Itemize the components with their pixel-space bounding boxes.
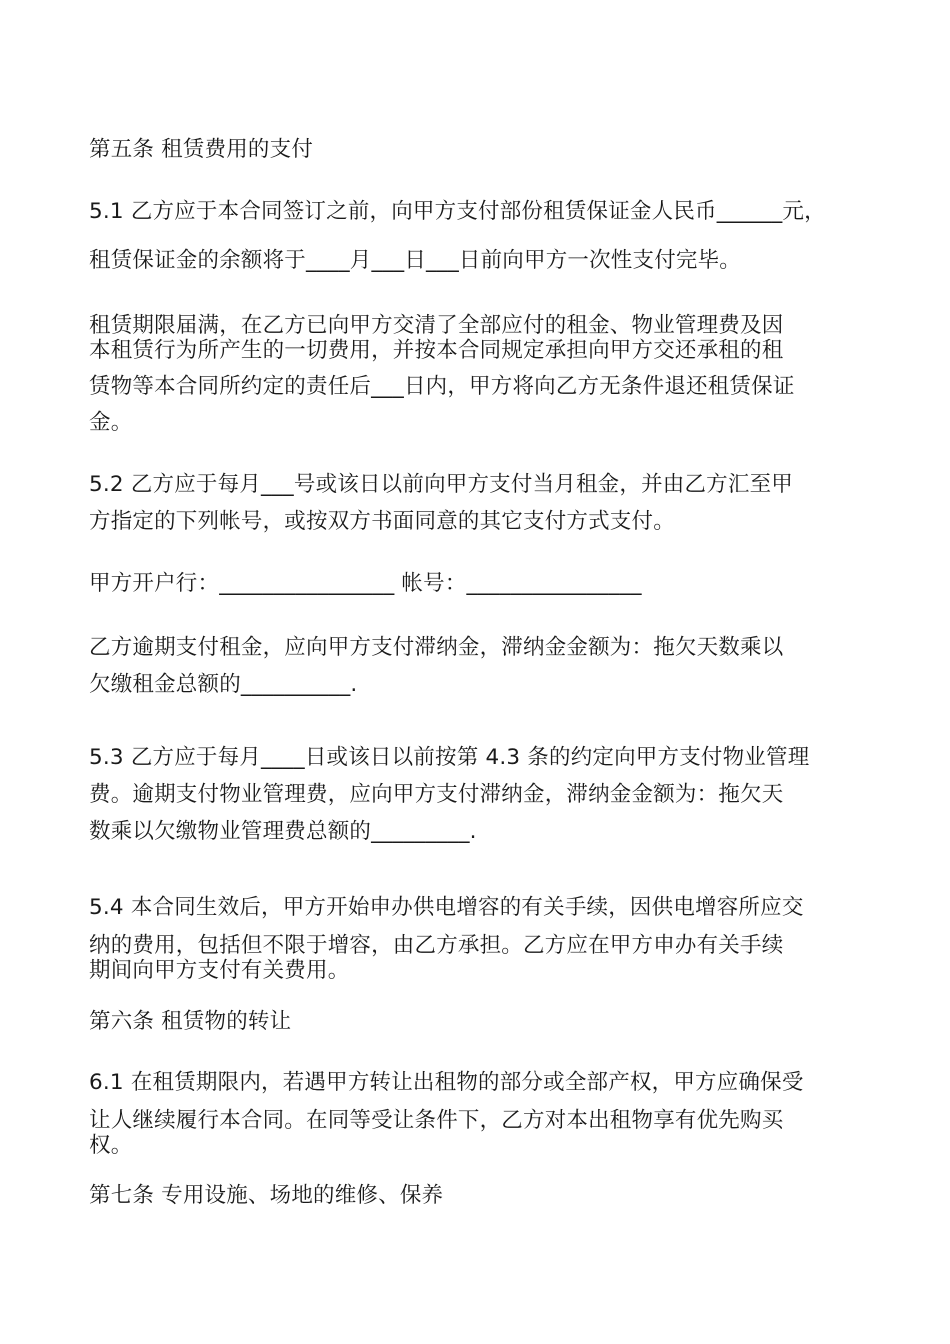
clause-6-1-line-2: 让人继续履行本合同。在同等受让条件下，乙方对本出租物享有优先购买 <box>89 1108 784 1133</box>
late-rent-line-1: 乙方逾期支付租金，应向甲方支付滞纳金，滞纳金金额为：拖欠天数乘以 <box>89 635 784 660</box>
section-6-heading: 第六条 租赁物的转让 <box>89 1009 292 1034</box>
clause-5-4-line-3: 期间向甲方支付有关费用。 <box>89 958 350 983</box>
clause-5-3-line-2: 费。逾期支付物业管理费，应向甲方支付滞纳金，滞纳金金额为：拖欠天 <box>89 782 784 807</box>
deposit-return-line-1: 租赁期限届满，在乙方已向甲方交清了全部应付的租金、物业管理费及因 <box>89 313 784 338</box>
clause-5-2-line-2: 方指定的下列帐号，或按双方书面同意的其它支付方式支付。 <box>89 509 675 534</box>
clause-5-3-line-3: 数乘以欠缴物业管理费总额的_________. <box>89 819 477 844</box>
clause-5-4-line-2: 纳的费用，包括但不限于增容，由乙方承担。乙方应在甲方申办有关手续 <box>89 933 784 958</box>
deposit-return-line-3: 赁物等本合同所约定的责任后___日内，甲方将向乙方无条件退还租赁保证 <box>89 374 795 399</box>
clause-6-1-line-1: 6.1 在租赁期限内，若遇甲方转让出租物的部分或全部产权，甲方应确保受 <box>89 1070 804 1095</box>
deposit-return-line-2: 本租赁行为所产生的一切费用，并按本合同规定承担向甲方交还承租的租 <box>89 338 784 363</box>
clause-5-3-line-1: 5.3 乙方应于每月____日或该日以前按第 4.3 条的约定向甲方支付物业管理 <box>89 745 810 770</box>
bank-account-line: 甲方开户行：________________ 帐号：________________ <box>89 571 642 596</box>
clause-6-1-line-3: 权。 <box>89 1133 133 1158</box>
clause-5-2-line-1: 5.2 乙方应于每月___号或该日以前向甲方支付当月租金，并由乙方汇至甲 <box>89 472 793 497</box>
deposit-return-line-4: 金。 <box>89 410 133 435</box>
clause-5-1-line-1: 5.1 乙方应于本合同签订之前，向甲方支付部份租赁保证金人民币______元， <box>89 199 826 224</box>
section-5-heading: 第五条 租赁费用的支付 <box>89 137 314 162</box>
clause-5-1-line-2: 租赁保证金的余额将于____月___日___日前向甲方一次性支付完毕。 <box>89 248 742 273</box>
section-7-heading: 第七条 专用设施、场地的维修、保养 <box>89 1183 444 1208</box>
late-rent-line-2: 欠缴租金总额的__________. <box>89 672 358 697</box>
clause-5-4-line-1: 5.4 本合同生效后，甲方开始申办供电增容的有关手续，因供电增容所应交 <box>89 895 804 920</box>
